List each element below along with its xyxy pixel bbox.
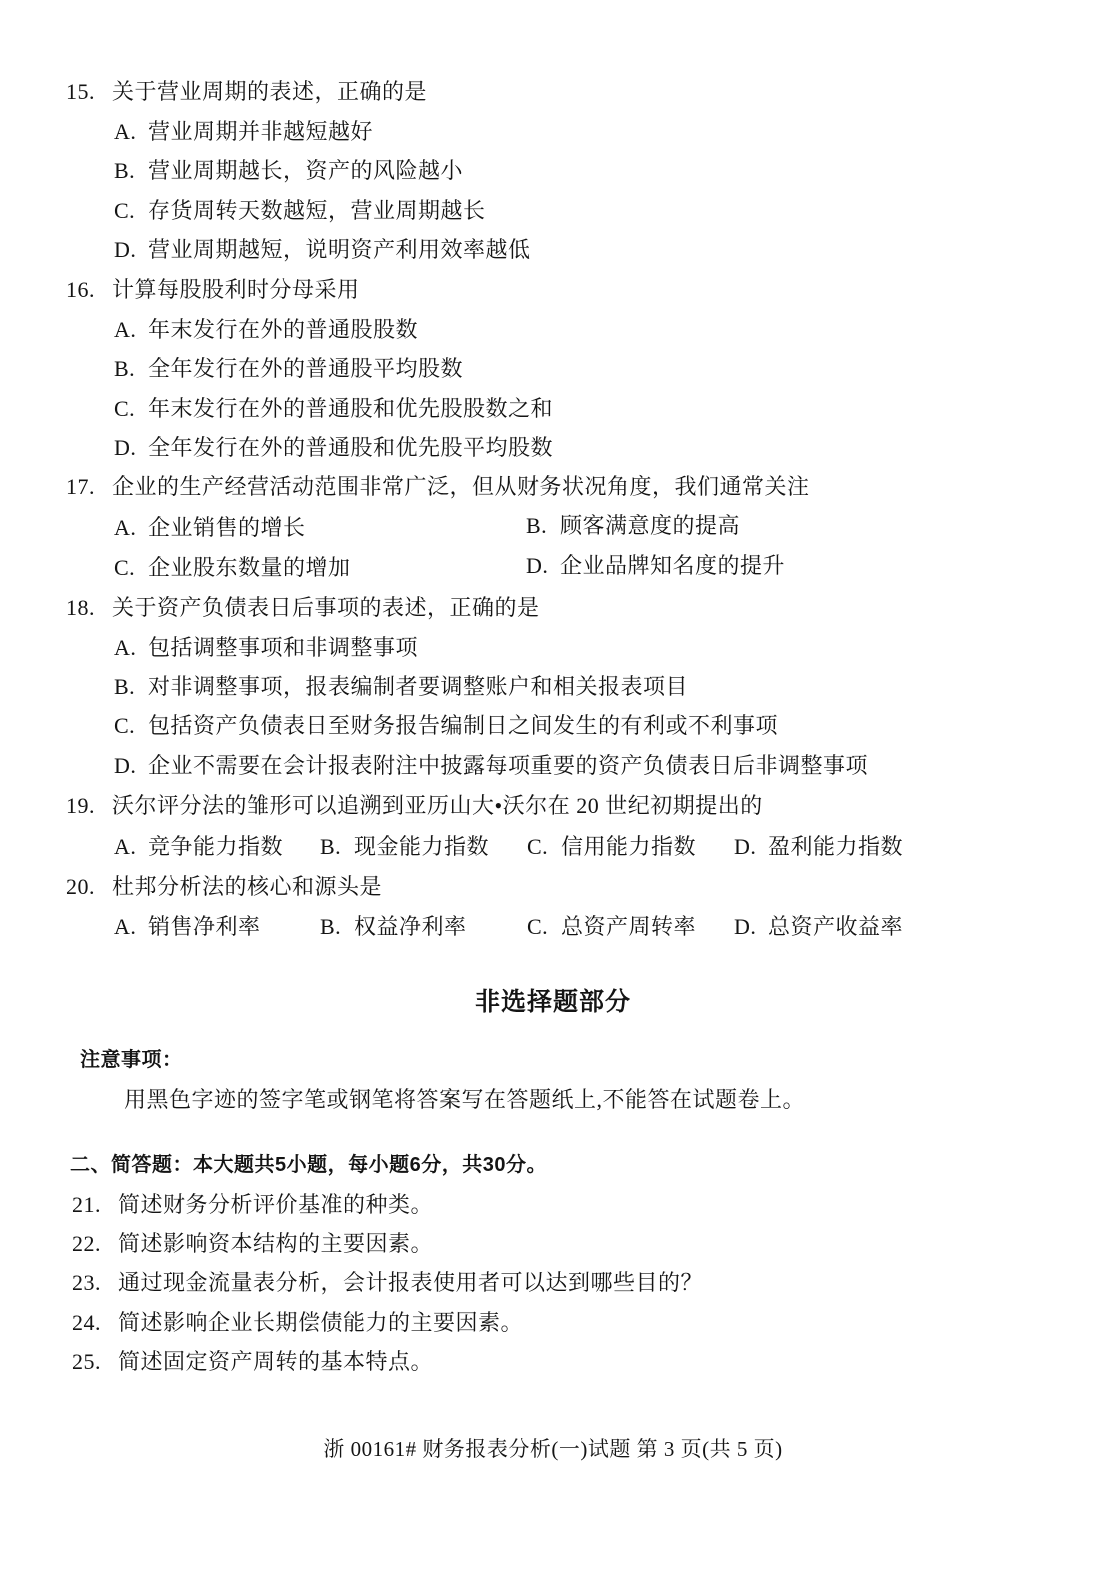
option-label: C. xyxy=(114,713,136,738)
option-label: C. xyxy=(114,198,136,223)
option xyxy=(114,634,418,662)
option-label: A. xyxy=(114,635,137,660)
question-text: 关于资产负债表日后事项的表述，正确的是 xyxy=(112,595,540,620)
option xyxy=(114,554,351,582)
option xyxy=(114,833,283,861)
option-text: 年末发行在外的普通股和优先股股数之和 xyxy=(148,396,554,421)
option xyxy=(114,197,486,225)
question-number: 25. xyxy=(72,1349,101,1374)
option-text: 现金能力指数 xyxy=(354,834,490,859)
option-label: B. xyxy=(320,914,342,939)
question-number: 15. xyxy=(66,79,95,104)
option-label: C. xyxy=(114,555,136,580)
option-label: B. xyxy=(114,356,136,381)
option-label: A. xyxy=(114,515,137,540)
question-text: 简述影响企业长期偿债能力的主要因素。 xyxy=(118,1310,524,1335)
option xyxy=(526,552,785,580)
option-label: D. xyxy=(114,753,137,778)
option xyxy=(114,157,463,185)
option-text: 包括资产负债表日至财务报告编制日之间发生的有利或不利事项 xyxy=(148,713,779,738)
option-label: D. xyxy=(734,914,757,939)
question-stem xyxy=(66,473,810,501)
option xyxy=(114,395,553,423)
question-stem xyxy=(66,873,382,901)
option-text: 企业销售的增长 xyxy=(148,515,306,540)
notice-text: 用黑色字迹的签字笔或钢笔将答案写在答题纸上,不能答在试题卷上。 xyxy=(124,1087,806,1112)
question-text: 通过现金流量表分析，会计报表使用者可以达到哪些目的？ xyxy=(118,1270,704,1295)
option-text: 企业品牌知名度的提升 xyxy=(560,553,786,578)
option-text: 存货周转天数越短，营业周期越长 xyxy=(148,198,486,223)
question-text: 杜邦分析法的核心和源头是 xyxy=(112,874,383,899)
option-label: A. xyxy=(114,317,137,342)
option-text: 企业不需要在会计报表附注中披露每项重要的资产负债表日后非调整事项 xyxy=(148,753,869,778)
option xyxy=(527,833,696,861)
option-label: B. xyxy=(114,674,136,699)
option xyxy=(114,316,418,344)
short-question xyxy=(72,1269,703,1297)
option-text: 销售净利率 xyxy=(148,914,261,939)
option-text: 营业周期越短，说明资产利用效率越低 xyxy=(148,237,531,262)
question-number: 19. xyxy=(66,793,95,818)
question-text: 简述固定资产周转的基本特点。 xyxy=(118,1349,434,1374)
option-text: 顾客满意度的提高 xyxy=(560,513,741,538)
question-number: 18. xyxy=(66,595,95,620)
option-label: B. xyxy=(526,513,548,538)
option-label: C. xyxy=(527,914,549,939)
question-text: 简述财务分析评价基准的种类。 xyxy=(118,1192,434,1217)
section-title: 非选择题部分 xyxy=(474,988,631,1016)
option-text: 权益净利率 xyxy=(354,914,467,939)
option xyxy=(114,673,688,701)
option-label: D. xyxy=(526,553,549,578)
option xyxy=(734,913,903,941)
option-text: 信用能力指数 xyxy=(561,834,697,859)
option-label: A. xyxy=(114,914,137,939)
question-number: 24. xyxy=(72,1310,101,1335)
option xyxy=(114,913,261,941)
option-text: 年末发行在外的普通股股数 xyxy=(148,317,419,342)
option-label: C. xyxy=(527,834,549,859)
question-text: 计算每股股利时分母采用 xyxy=(112,277,360,302)
option xyxy=(114,355,463,383)
option-label: D. xyxy=(734,834,757,859)
option xyxy=(734,833,903,861)
option-text: 总资产周转率 xyxy=(561,914,697,939)
question-stem xyxy=(66,78,427,106)
question-text: 沃尔评分法的雏形可以追溯到亚历山大•沃尔在 20 世纪初期提出的 xyxy=(112,793,763,818)
question-number: 20. xyxy=(66,874,95,899)
short-answer-heading: 二、简答题：本大题共5小题，每小题6分，共30分。 xyxy=(70,1154,547,1176)
option xyxy=(526,512,740,540)
option-label: C. xyxy=(114,396,136,421)
option xyxy=(527,913,696,941)
short-question xyxy=(72,1191,433,1219)
option-text: 包括调整事项和非调整事项 xyxy=(148,635,419,660)
option-label: B. xyxy=(320,834,342,859)
option xyxy=(114,514,306,542)
question-text: 企业的生产经营活动范围非常广泛，但从财务状况角度，我们通常关注 xyxy=(112,474,810,499)
option-label: D. xyxy=(114,435,137,460)
option-text: 竞争能力指数 xyxy=(148,834,284,859)
option xyxy=(320,913,467,941)
option xyxy=(114,118,373,146)
short-question xyxy=(72,1348,433,1376)
option-text: 企业股东数量的增加 xyxy=(148,555,351,580)
option-text: 全年发行在外的普通股平均股数 xyxy=(148,356,464,381)
notice-heading: 注意事项： xyxy=(80,1049,183,1071)
option xyxy=(114,434,553,462)
option-label: A. xyxy=(114,834,137,859)
question-text: 简述影响资本结构的主要因素。 xyxy=(118,1231,434,1256)
option-text: 营业周期越长，资产的风险越小 xyxy=(148,158,464,183)
option xyxy=(114,712,778,740)
page-footer: 浙 00161# 财务报表分析(一)试题 第 3 页(共 5 页) xyxy=(323,1437,783,1461)
short-question xyxy=(72,1230,433,1258)
question-number: 23. xyxy=(72,1270,101,1295)
question-number: 21. xyxy=(72,1192,101,1217)
question-stem xyxy=(66,594,540,622)
option-label: D. xyxy=(114,237,137,262)
option-label: A. xyxy=(114,119,137,144)
option-text: 盈利能力指数 xyxy=(768,834,904,859)
short-question xyxy=(72,1309,523,1337)
option-text: 全年发行在外的普通股和优先股平均股数 xyxy=(148,435,554,460)
question-stem xyxy=(66,276,360,304)
question-stem xyxy=(66,792,763,820)
question-number: 16. xyxy=(66,277,95,302)
option xyxy=(114,752,868,780)
option xyxy=(320,833,489,861)
option-text: 营业周期并非越短越好 xyxy=(148,119,374,144)
option-text: 总资产收益率 xyxy=(768,914,904,939)
option-label: B. xyxy=(114,158,136,183)
option xyxy=(114,236,531,264)
question-number: 17. xyxy=(66,474,95,499)
question-number: 22. xyxy=(72,1231,101,1256)
option-text: 对非调整事项，报表编制者要调整账户和相关报表项目 xyxy=(148,674,689,699)
question-text: 关于营业周期的表述，正确的是 xyxy=(112,79,428,104)
